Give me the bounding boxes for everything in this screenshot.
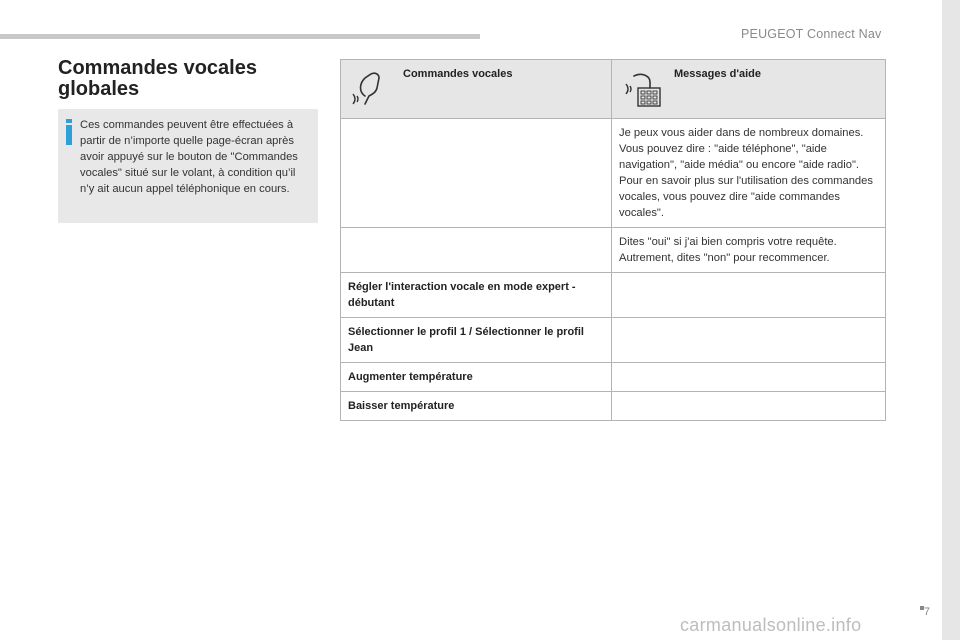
table-row: [341, 273, 886, 318]
help-cell: [612, 119, 886, 228]
command-text: Régler l'interaction vocale en mode expert - débutant: [348, 281, 576, 309]
header-title: PEUGEOT Connect Nav: [741, 27, 882, 41]
voice-help-grid-icon: [622, 70, 662, 110]
help-text: Dites "oui" si j'ai bien compris votre requête. Autrement, dites "non" pour recommencer.: [619, 236, 837, 264]
help-cell: [612, 228, 886, 273]
info-text: Ces commandes peuvent être effectuées à partir de n’importe quelle page-écran après avoir appuyé sur le bouton de "Commandes vocales" situé sur le volant, à condition qu’il n’y ait aucun appel téléphonique en cours.: [80, 119, 298, 195]
watermark: carmanualsonline.info: [680, 615, 862, 635]
page-number: 7: [923, 606, 930, 618]
command-cell: [341, 318, 612, 363]
section-title: Commandes vocales globales: [58, 57, 257, 100]
table-header-row: [341, 60, 886, 119]
table-row: [341, 363, 886, 392]
command-text: Baisser température: [348, 400, 455, 412]
help-text: Je peux vous aider dans de nombreux domaines. Vous pouvez dire : "aide téléphone", "aide navigation", "aide média" ou encore "aide radio". Pour en savoir plus sur l'utilisation des commandes vocales, vous pouvez dire "aide commandes vocales".: [619, 127, 873, 219]
table-row: [341, 392, 886, 421]
command-text: [341, 228, 611, 240]
help-text: [612, 273, 885, 285]
command-cell: [341, 228, 612, 273]
header-cell-commands: [341, 60, 612, 119]
header-cell-help: [612, 60, 886, 119]
header-commands-label: Commandes vocales: [403, 68, 513, 80]
voice-commands-table: [340, 59, 886, 421]
help-cell: [612, 318, 886, 363]
command-text: [341, 119, 611, 131]
header-rule: [0, 34, 480, 39]
help-text: [612, 392, 885, 404]
page-edge-bar: [942, 0, 960, 640]
command-cell: [341, 363, 612, 392]
help-cell: [612, 273, 886, 318]
command-text: Augmenter température: [348, 371, 473, 383]
voice-command-icon: [351, 70, 391, 110]
help-text: [612, 363, 885, 375]
info-box: [58, 109, 318, 223]
command-text: Sélectionner le profil 1 / Sélectionner le profil Jean: [348, 326, 584, 354]
table-row: [341, 228, 886, 273]
info-icon: [66, 119, 72, 145]
table-row: [341, 119, 886, 228]
help-cell: [612, 392, 886, 421]
header-help-label: Messages d'aide: [674, 68, 761, 80]
command-cell: [341, 119, 612, 228]
command-cell: [341, 273, 612, 318]
help-cell: [612, 363, 886, 392]
help-text: [612, 318, 885, 330]
table-row: [341, 318, 886, 363]
command-cell: [341, 392, 612, 421]
